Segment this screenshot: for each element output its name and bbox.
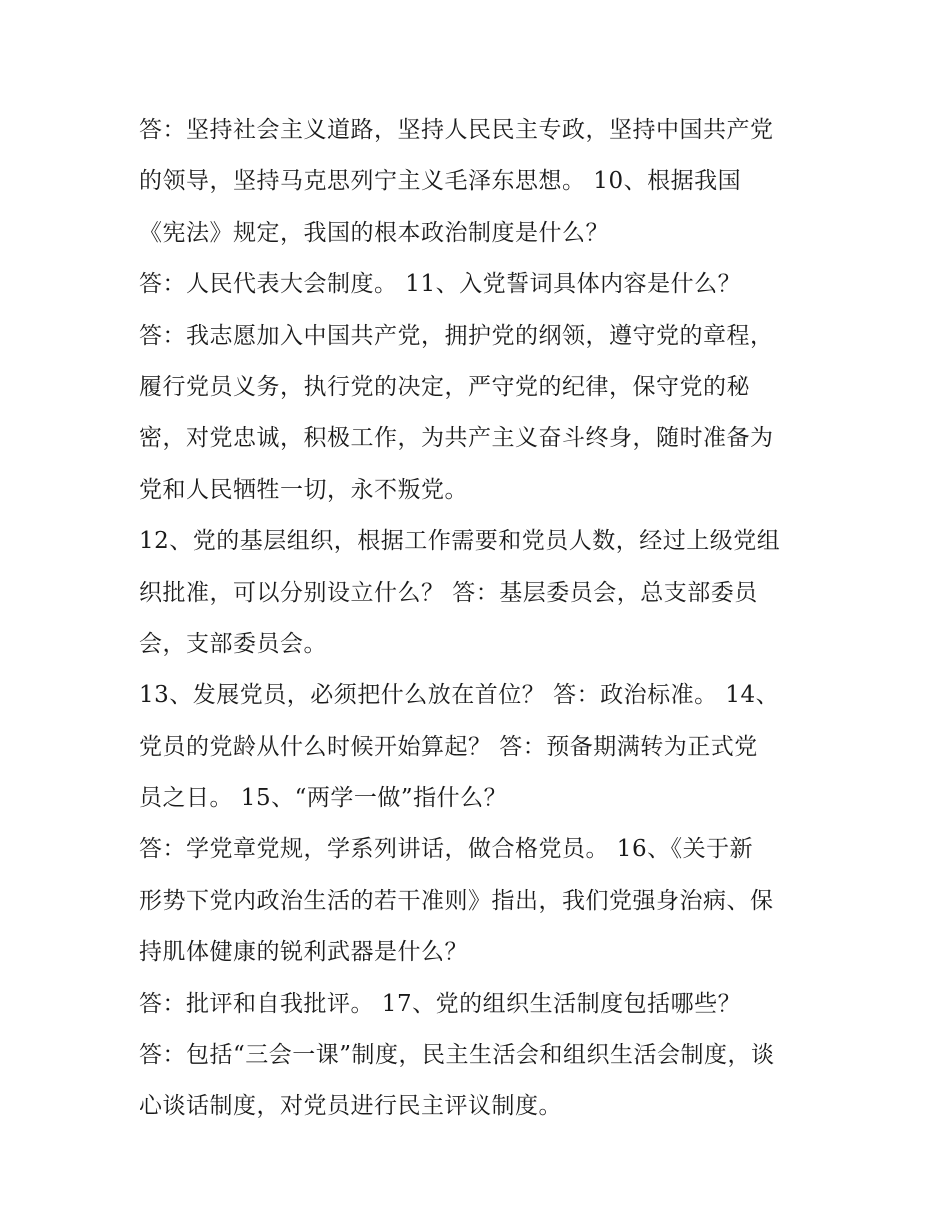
text-line: 会，支部委员会。 [139,630,327,657]
text-line: 答：人民代表大会制度。 11、入党誓词具体内容是什么？ [139,271,742,298]
text-line: 12、党的基层组织，根据工作需要和党员人数，经过上级党组 [139,528,781,555]
text-line: 履行党员义务，执行党的决定，严守党的纪律，保守党的秘 [139,373,750,400]
text-line: 《宪法》规定，我国的根本政治制度是什么？ [139,219,609,246]
text-line: 的领导，坚持马克思列宁主义毛泽东思想。 10、根据我国 [139,168,742,195]
text-line: 答：学党章党规，学系列讲话，做合格党员。 16、《关于新 [139,836,754,863]
text-line: 13、发展党员，必须把什么放在首位？ 答：政治标准。 14、 [139,682,780,709]
text-line: 答：我志愿加入中国共产党，拥护党的纲领，遵守党的章程， [139,322,774,349]
text-line: 心谈话制度，对党员进行民主评议制度。 [139,1093,562,1120]
document-body [139,107,829,1135]
text-line: 答：坚持社会主义道路，坚持人民民主专政，坚持中国共产党 [139,117,774,143]
text-line: 持肌体健康的锐利武器是什么？ [139,939,468,966]
text-line: 党员的党龄从什么时候开始算起？ 答：预备期满转为正式党 [139,733,758,760]
text-line: 答：批评和自我批评。 17、党的组织生活制度包括哪些？ [139,990,742,1017]
text-line: 形势下党内政治生活的若干准则》指出，我们党强身治病、保 [139,887,774,914]
text-line: 织批准，可以分别设立什么？ 答：基层委员会，总支部委员 [139,579,758,606]
text-line: 员之日。 15、“两学一做”指什么？ [139,785,508,812]
text-line: 答：包括“三会一课”制度，民主生活会和组织生活会制度，谈 [139,1042,775,1069]
text-line: 密，对党忠诚，积极工作，为共产主义奋斗终身，随时准备为 [139,425,774,452]
text-line: 党和人民牺牲一切，永不叛党。 [139,476,468,503]
